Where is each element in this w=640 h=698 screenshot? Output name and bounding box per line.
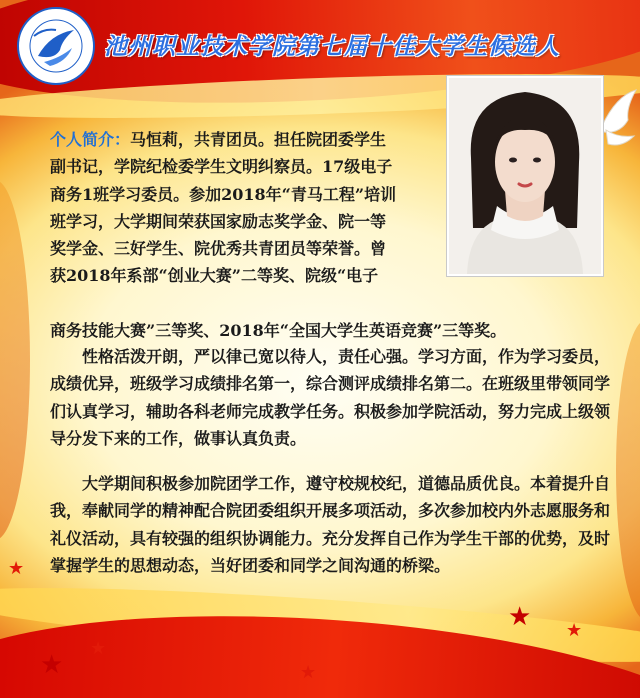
dove-icon [598,86,638,156]
left-swirl-decoration [0,180,30,540]
profile-intro [50,126,442,290]
intro-line: 奖学金、三好学生、院优秀共青团员等荣誉。曾 [50,239,387,259]
portrait-photo [447,76,603,276]
intro-tail: 商务技能大赛”三等奖、2018年“全国大学生英语竞赛”三等奖。 [50,321,507,340]
page-title: 池州职业技术学院第七届十佳大学生候选人 [104,33,560,60]
intro-line: 副书记，学院纪检委学生文明纠察员。17级电子 [50,157,393,177]
paragraph-personality: 性格活泼开朗，严以律己宽以待人，责任心强。学习方面，作为学习委员，成绩优异，班级学习成绩排名第一，综合测评成绩排名第二。在班级里带领同学们认真学习，辅助各科老师完成教学任务。积极参加学院活动，努力完成上级领导分发下来的工作，做事认真负责。 [50,347,611,448]
intro-line: 班学习，大学期间荣获国家励志奖学金、院一等 [50,211,387,231]
star-icon: ★ [300,662,317,683]
intro-line: 获2018年系部“创业大赛”二等奖、院级“电子 [50,266,379,286]
intro-line: 商务1班学习委员。参加2018年“青马工程”培训 [50,184,397,204]
star-icon: ★ [40,650,64,680]
intro-line-text: 马恒莉，共青团员。担任院团委学生 [130,130,387,149]
star-icon: ★ [90,638,107,659]
star-icon: ★ [566,620,583,641]
college-logo-icon [16,6,96,86]
profile-label: 个人简介： [50,130,131,149]
star-icon: ★ [8,558,25,579]
intro-line [50,126,442,153]
star-icon: ★ [508,602,532,632]
right-swirl-decoration [616,320,640,620]
paragraph-activities: 大学期间积极参加院团学工作，遵守校规校纪，道德品质优良。本着提升自我，奉献同学的精神配合院团委组织开展多项活动，多次参加校内外志愿服务和礼仪活动，具有较强的组织协调能力。充分发挥自己作为学生干部的优势，及时掌握学生的思想动态，当好团委和同学之间沟通的桥梁。 [50,474,611,575]
